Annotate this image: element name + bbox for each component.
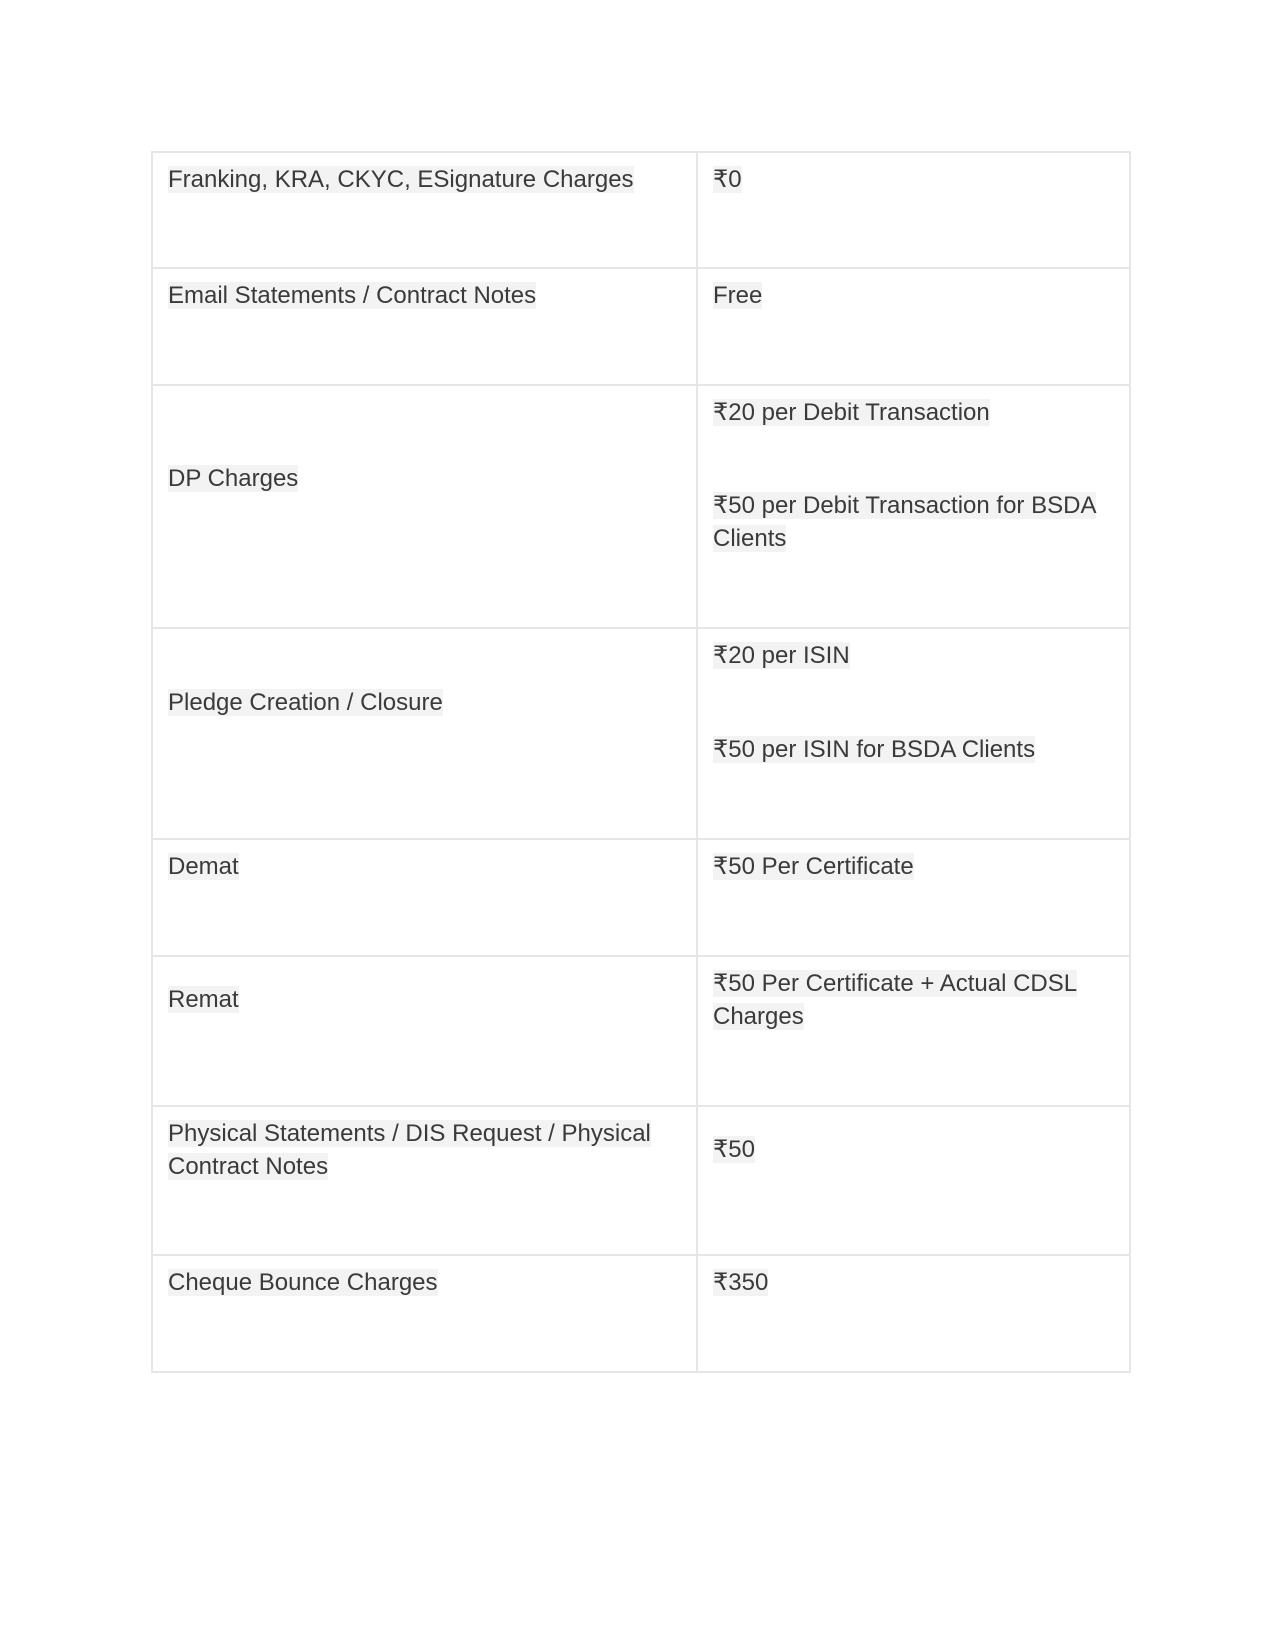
table-row — [152, 628, 1130, 839]
charge-label-cell — [152, 1255, 697, 1372]
charge-label: Franking, KRA, CKYC, ESignature Charges — [168, 166, 634, 193]
table-row — [152, 839, 1130, 956]
charge-value-cell — [697, 152, 1130, 268]
charge-value: ₹50 — [713, 1136, 755, 1163]
charge-label-cell — [152, 839, 697, 956]
charge-value: ₹50 Per Certificate + Actual CDSL Charges — [713, 970, 1078, 1030]
charge-label: Email Statements / Contract Notes — [168, 282, 537, 309]
charge-value: ₹50 per Debit Transaction for BSDA Clients — [713, 492, 1097, 552]
charge-value-cell — [697, 1255, 1130, 1372]
charge-value: ₹50 Per Certificate — [713, 853, 914, 880]
charge-label: Remat — [168, 986, 239, 1013]
charges-table — [151, 151, 1131, 1373]
charge-value-cell — [697, 385, 1130, 628]
table-row — [152, 1255, 1130, 1372]
charge-label: Pledge Creation / Closure — [168, 689, 443, 716]
table-row — [152, 385, 1130, 628]
table-row — [152, 268, 1130, 385]
charge-label: DP Charges — [168, 465, 299, 492]
charge-value-cell — [697, 628, 1130, 839]
charge-label-cell — [152, 956, 697, 1106]
charge-value: ₹50 per ISIN for BSDA Clients — [713, 736, 1036, 763]
charge-value: ₹20 per Debit Transaction — [713, 399, 990, 426]
charge-label-cell — [152, 268, 697, 385]
charge-label-cell — [152, 385, 697, 628]
table-row — [152, 152, 1130, 268]
charge-value-cell — [697, 1106, 1130, 1255]
charge-value: ₹350 — [713, 1269, 769, 1296]
charge-label-cell — [152, 628, 697, 839]
charge-label: Cheque Bounce Charges — [168, 1269, 438, 1296]
charge-label: Demat — [168, 853, 239, 880]
charge-value: ₹20 per ISIN — [713, 642, 850, 669]
charge-value-cell — [697, 956, 1130, 1106]
charge-label: Physical Statements / DIS Request / Physical Contract Notes — [168, 1120, 651, 1180]
charge-value-cell — [697, 268, 1130, 385]
charge-label-cell — [152, 1106, 697, 1255]
charge-label-cell — [152, 152, 697, 268]
table-row — [152, 1106, 1130, 1255]
table-row — [152, 956, 1130, 1106]
charge-value-cell — [697, 839, 1130, 956]
charge-value: ₹0 — [713, 166, 742, 193]
charge-value: Free — [713, 282, 763, 309]
